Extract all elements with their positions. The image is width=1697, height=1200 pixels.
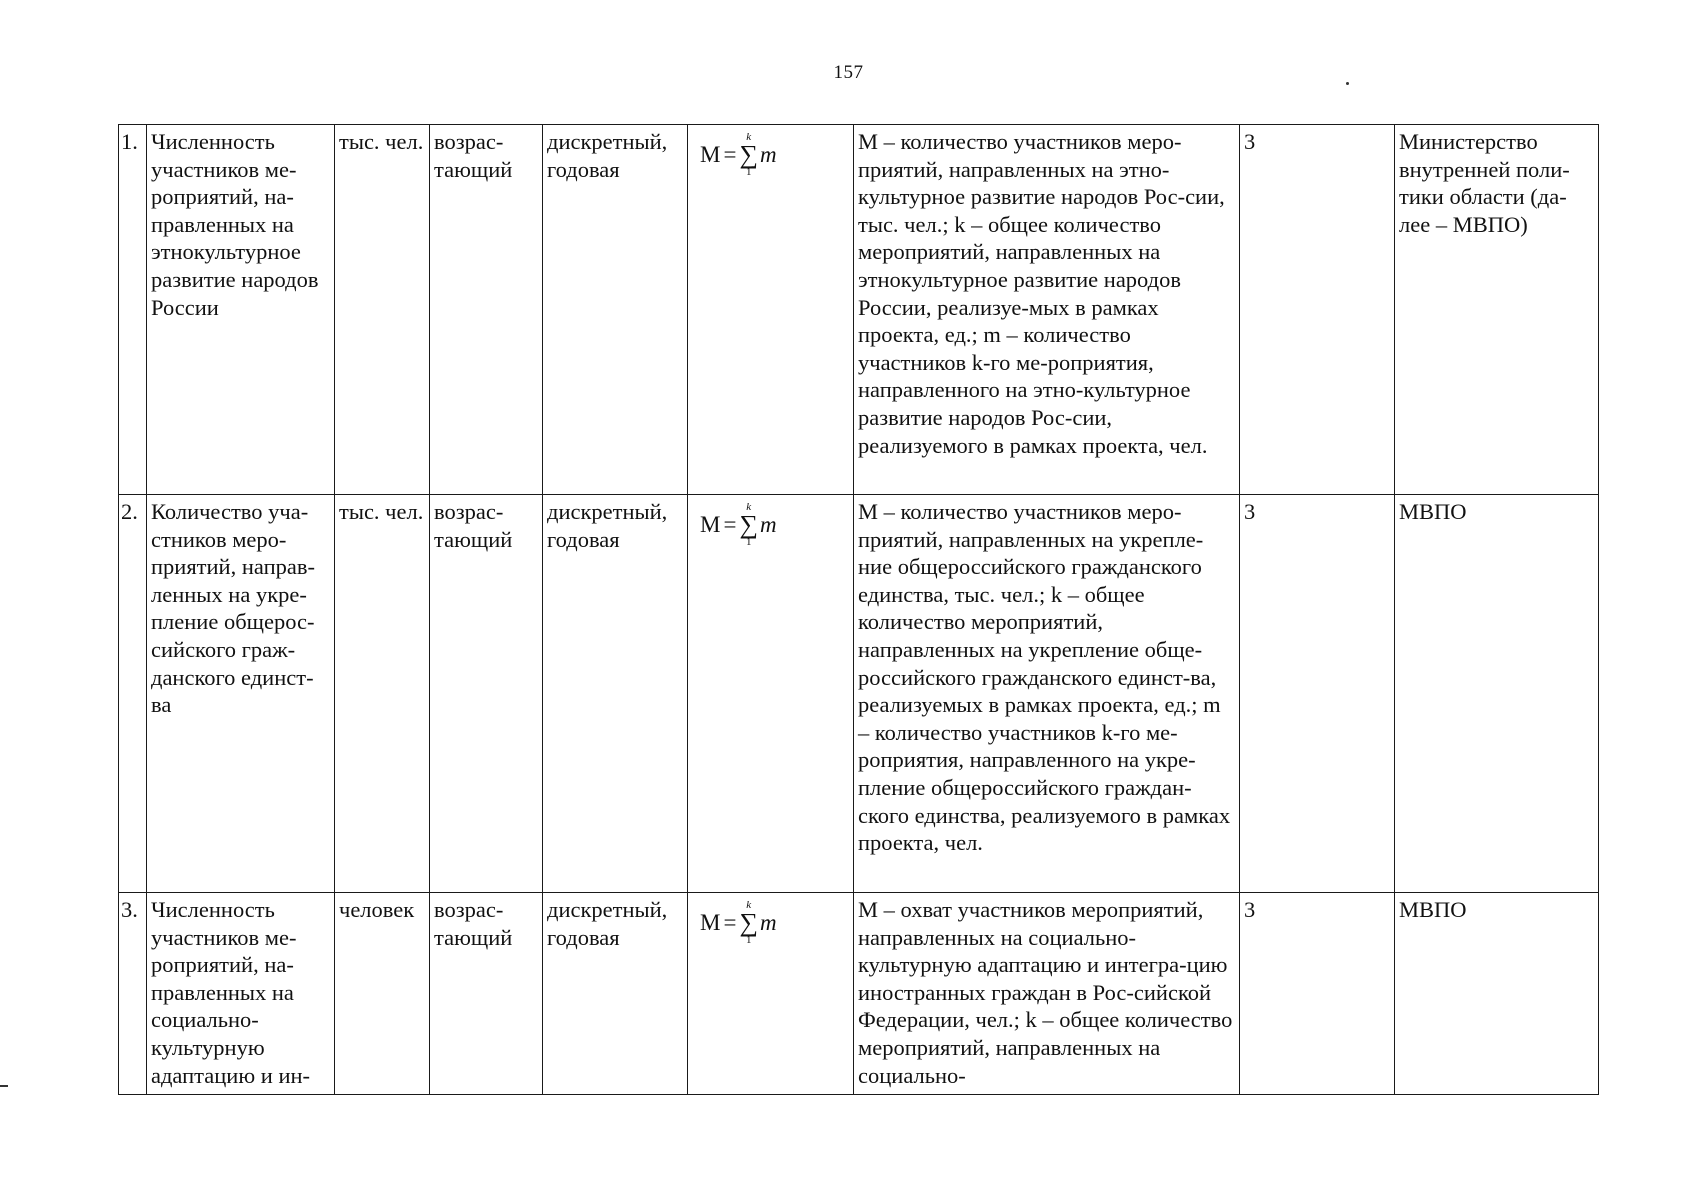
- formula-variable: m: [759, 512, 777, 538]
- formula-variable: m: [759, 142, 777, 168]
- sigma-symbol: [739, 132, 758, 178]
- formula-lhs: M: [700, 910, 721, 936]
- indicator-name: Численность участников ме-роприятий, на-правленных на этнокультурное развитие народов России: [147, 125, 335, 495]
- sum-formula: [700, 132, 777, 178]
- sum-lower-limit: 1: [745, 166, 752, 178]
- value-cell: 3: [1240, 125, 1395, 495]
- formula-equals: =: [723, 910, 737, 936]
- value-cell: 3: [1240, 893, 1395, 1095]
- formula-variable: m: [759, 910, 777, 936]
- description-cell: M – охват участников мероприятий, направленных на социально-культурную адаптацию и интегра-цию иностранных граждан в Рос-сийской Федерации, чел.; k – общее количество мероприятий, направленных на социально-: [854, 893, 1240, 1095]
- sum-sign: ∑: [739, 140, 758, 169]
- description-cell: M – количество участников меро-приятий, направленных на укрепле-ние общероссийского гражданского единства, тыс. чел.; k – общее количество мероприятий, направленных на укрепление обще-российского гражданского единст-ва, реализуемых в рамках проекта, ед.; m – количество участников k-го ме-роприятия, направленного на укре-пление общероссийского граждан-ского единства, реализуемого в рамках проекта, чел.: [854, 495, 1240, 893]
- indicator-name: Численность участников ме-роприятий, на-правленных на социально-культурную адаптацию и ин-: [147, 893, 335, 1095]
- table-row: [119, 125, 1599, 495]
- sum-upper-limit: k: [746, 899, 752, 911]
- trend-cell: возрас-тающий: [430, 495, 543, 893]
- type-cell: дискретный, годовая: [543, 495, 688, 893]
- row-number: 3.: [119, 893, 147, 1095]
- sigma-symbol: [739, 900, 758, 946]
- formula-lhs: M: [700, 142, 721, 168]
- sum-formula: [700, 900, 777, 946]
- formula-equals: =: [723, 512, 737, 538]
- table-row: [119, 893, 1599, 1095]
- unit-cell: тыс. чел.: [335, 125, 430, 495]
- formula-cell: [688, 495, 854, 893]
- formula-equals: =: [723, 142, 737, 168]
- sum-lower-limit: 1: [745, 536, 752, 548]
- row-number: 1.: [119, 125, 147, 495]
- unit-cell: человек: [335, 893, 430, 1095]
- responsible-cell: Министерство внутренней поли-тики области (да-лее – МВПО): [1395, 125, 1599, 495]
- responsible-cell: МВПО: [1395, 495, 1599, 893]
- unit-cell: тыс. чел.: [335, 495, 430, 893]
- row-number: 2.: [119, 495, 147, 893]
- sum-lower-limit: 1: [745, 934, 752, 946]
- trend-cell: возрас-тающий: [430, 893, 543, 1095]
- sum-upper-limit: k: [746, 131, 752, 143]
- indicators-table: [118, 124, 1599, 1095]
- sum-upper-limit: k: [746, 501, 752, 513]
- sum-sign: ∑: [739, 908, 758, 937]
- scan-speck: [0, 1085, 8, 1087]
- indicator-name: Количество уча-стников меро-приятий, направ-ленных на укре-пление общерос-сийского граж-данского единст-ва: [147, 495, 335, 893]
- type-cell: дискретный, годовая: [543, 893, 688, 1095]
- formula-cell: [688, 125, 854, 495]
- sigma-symbol: [739, 502, 758, 548]
- type-cell: дискретный, годовая: [543, 125, 688, 495]
- sum-formula: [700, 502, 777, 548]
- responsible-cell: МВПО: [1395, 893, 1599, 1095]
- formula-lhs: M: [700, 512, 721, 538]
- trend-cell: возрас-тающий: [430, 125, 543, 495]
- formula-cell: [688, 893, 854, 1095]
- description-cell: M – количество участников меро-приятий, направленных на этно-культурное развитие народов Рос-сии, тыс. чел.; k – общее количество мероприятий, направленных на этнокультурное развитие народов России, реализуе-мых в рамках проекта, ед.; m – количество участников k-го ме-роприятия, направленного на этно-культурное развитие народов Рос-сии, реализуемого в рамках проекта, чел.: [854, 125, 1240, 495]
- scan-speck: [1346, 82, 1349, 85]
- sum-sign: ∑: [739, 510, 758, 539]
- value-cell: 3: [1240, 495, 1395, 893]
- table-row: [119, 495, 1599, 893]
- page-number: 157: [833, 62, 864, 83]
